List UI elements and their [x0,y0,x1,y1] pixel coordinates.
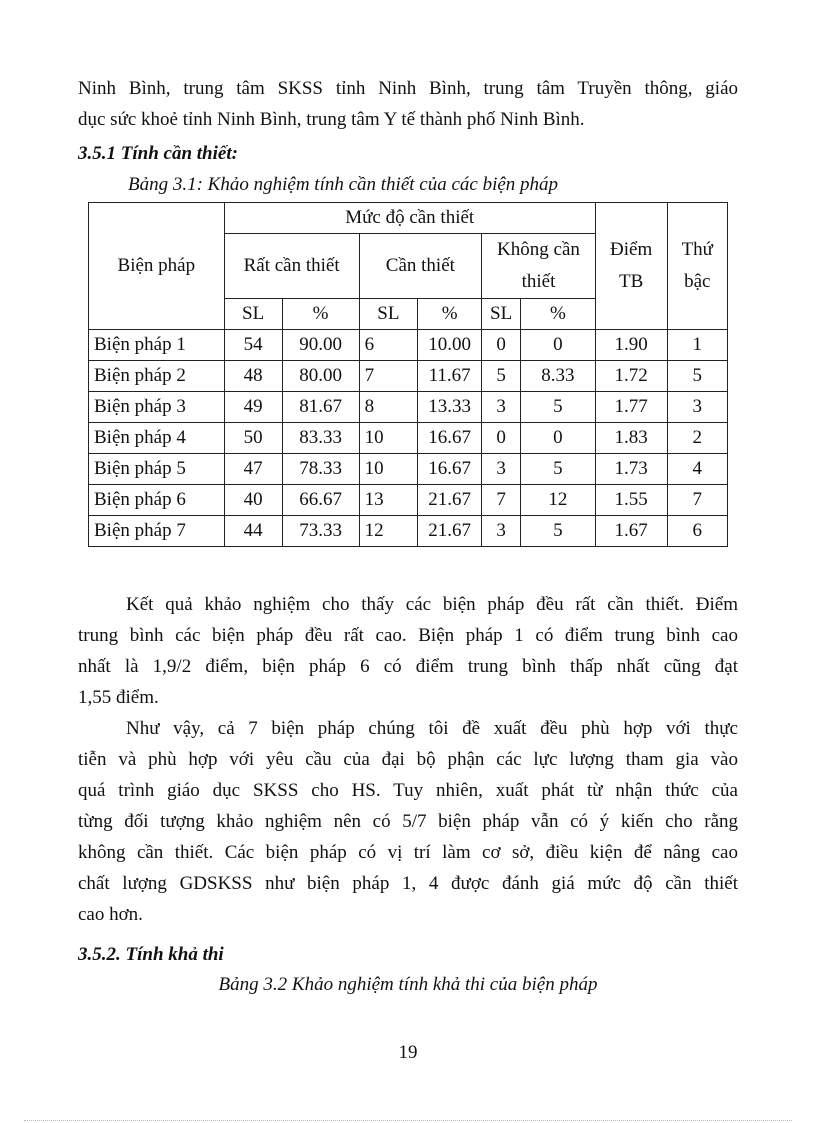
necessity-table [88,202,728,547]
cell-measure: Biện pháp 5 [89,454,225,485]
cell-score: 1.77 [595,392,667,423]
cell-not-needed-sl: 3 [482,392,521,423]
paragraph-line: không cần thiết. Các biện pháp có vị trí làm cơ sở, điều kiện để nâng cao [78,842,738,863]
paragraph-line: cao hơn. [78,904,143,925]
paragraph-line: nhất là 1,9/2 điểm, biện pháp 6 có điểm trung bình thấp nhất cũng đạt [78,656,738,677]
table-caption-3-2: Bảng 3.2 Khảo nghiệm tính khả thi của biện pháp [218,974,598,995]
header-very-needed: Rất cần thiết [224,234,359,299]
cell-needed-pct: 16.67 [418,423,482,454]
paragraph-line: tiễn và phù hợp với yêu cầu của đại bộ phận các lực lượng tham gia vào [78,749,738,770]
cell-score: 1.73 [595,454,667,485]
cell-needed-pct: 16.67 [418,454,482,485]
page-bottom-divider [24,1120,792,1121]
intro-paragraph [78,73,738,135]
intro-line: Ninh Bình, trung tâm SKSS tỉnh Ninh Bình, trung tâm Truyền thông, giáo [78,78,738,99]
header-pct: % [418,299,482,330]
cell-very-needed-pct: 81.67 [282,392,359,423]
table-row [89,330,728,361]
cell-rank: 5 [667,361,727,392]
table-row [89,454,728,485]
cell-needed-pct: 10.00 [418,330,482,361]
cell-very-needed-pct: 66.67 [282,485,359,516]
cell-not-needed-sl: 5 [482,361,521,392]
header-score: Điểm TB [595,203,667,330]
page-number: 19 [398,1042,418,1063]
cell-needed-pct: 13.33 [418,392,482,423]
table-row [89,485,728,516]
paragraph-line: từng đối tượng khảo nghiệm nên có 5/7 biện pháp vẫn có ý kiến cho rằng [78,811,738,832]
cell-very-needed-pct: 80.00 [282,361,359,392]
cell-not-needed-pct: 5 [521,516,596,547]
intro-line: dục sức khoẻ tỉnh Ninh Bình, trung tâm Y tế thành phố Ninh Bình. [78,109,585,130]
cell-score: 1.67 [595,516,667,547]
table-row [89,516,728,547]
cell-measure: Biện pháp 6 [89,485,225,516]
header-sl: SL [224,299,282,330]
section-heading-necessity: 3.5.1 Tính cần thiết: [78,143,238,164]
cell-rank: 6 [667,516,727,547]
cell-rank: 4 [667,454,727,485]
cell-needed-sl: 8 [359,392,418,423]
cell-very-needed-sl: 47 [224,454,282,485]
table-row [89,361,728,392]
cell-score: 1.55 [595,485,667,516]
cell-measure: Biện pháp 1 [89,330,225,361]
header-needed: Cần thiết [359,234,482,299]
table-row [89,423,728,454]
cell-rank: 3 [667,392,727,423]
results-paragraph [78,589,738,713]
header-pct: % [282,299,359,330]
header-level-group: Mức độ cần thiết [224,203,595,234]
cell-very-needed-pct: 83.33 [282,423,359,454]
cell-not-needed-sl: 3 [482,516,521,547]
cell-needed-sl: 10 [359,454,418,485]
header-not-needed: Không cần thiết [482,234,596,299]
cell-needed-sl: 10 [359,423,418,454]
cell-not-needed-pct: 12 [521,485,596,516]
cell-score: 1.72 [595,361,667,392]
cell-not-needed-sl: 0 [482,330,521,361]
cell-very-needed-sl: 40 [224,485,282,516]
cell-very-needed-pct: 78.33 [282,454,359,485]
cell-score: 1.83 [595,423,667,454]
cell-score: 1.90 [595,330,667,361]
cell-measure: Biện pháp 4 [89,423,225,454]
cell-needed-sl: 13 [359,485,418,516]
cell-measure: Biện pháp 2 [89,361,225,392]
cell-rank: 1 [667,330,727,361]
cell-not-needed-pct: 0 [521,330,596,361]
table-caption-3-1: Bảng 3.1: Khảo nghiệm tính cần thiết của các biện pháp [128,174,559,195]
header-sl: SL [482,299,521,330]
cell-not-needed-sl: 0 [482,423,521,454]
cell-not-needed-sl: 3 [482,454,521,485]
cell-rank: 2 [667,423,727,454]
section-heading-feasibility: 3.5.2. Tính khả thi [78,944,224,965]
cell-needed-sl: 12 [359,516,418,547]
cell-not-needed-pct: 8.33 [521,361,596,392]
cell-needed-pct: 21.67 [418,516,482,547]
cell-needed-sl: 7 [359,361,418,392]
cell-very-needed-sl: 48 [224,361,282,392]
cell-very-needed-sl: 50 [224,423,282,454]
cell-needed-pct: 11.67 [418,361,482,392]
cell-very-needed-sl: 44 [224,516,282,547]
cell-not-needed-pct: 5 [521,392,596,423]
cell-very-needed-pct: 90.00 [282,330,359,361]
cell-measure: Biện pháp 7 [89,516,225,547]
header-pct: % [521,299,596,330]
cell-rank: 7 [667,485,727,516]
cell-needed-sl: 6 [359,330,418,361]
header-measure: Biện pháp [89,203,225,330]
paragraph-line: quá trình giáo dục SKSS cho HS. Tuy nhiên, xuất phát từ nhận thức của [78,780,738,801]
cell-very-needed-sl: 49 [224,392,282,423]
cell-very-needed-pct: 73.33 [282,516,359,547]
paragraph-line: 1,55 điểm. [78,687,159,708]
header-sl: SL [359,299,418,330]
cell-not-needed-pct: 5 [521,454,596,485]
cell-very-needed-sl: 54 [224,330,282,361]
cell-not-needed-sl: 7 [482,485,521,516]
conclusion-paragraph [78,713,738,930]
cell-not-needed-pct: 0 [521,423,596,454]
paragraph-line: Kết quả khảo nghiệm cho thấy các biện pháp đều rất cần thiết. Điểm [126,594,738,615]
table-header-row [89,203,728,234]
paragraph-line: trung bình các biện pháp đều rất cao. Biện pháp 1 có điểm trung bình cao [78,625,738,646]
cell-needed-pct: 21.67 [418,485,482,516]
paragraph-line: chất lượng GDSKSS như biện pháp 1, 4 được đánh giá mức độ cần thiết [78,873,738,894]
cell-measure: Biện pháp 3 [89,392,225,423]
table-row [89,392,728,423]
header-rank: Thứ bậc [667,203,727,330]
paragraph-line: Như vậy, cả 7 biện pháp chúng tôi đề xuất đều phù hợp với thực [126,718,738,739]
